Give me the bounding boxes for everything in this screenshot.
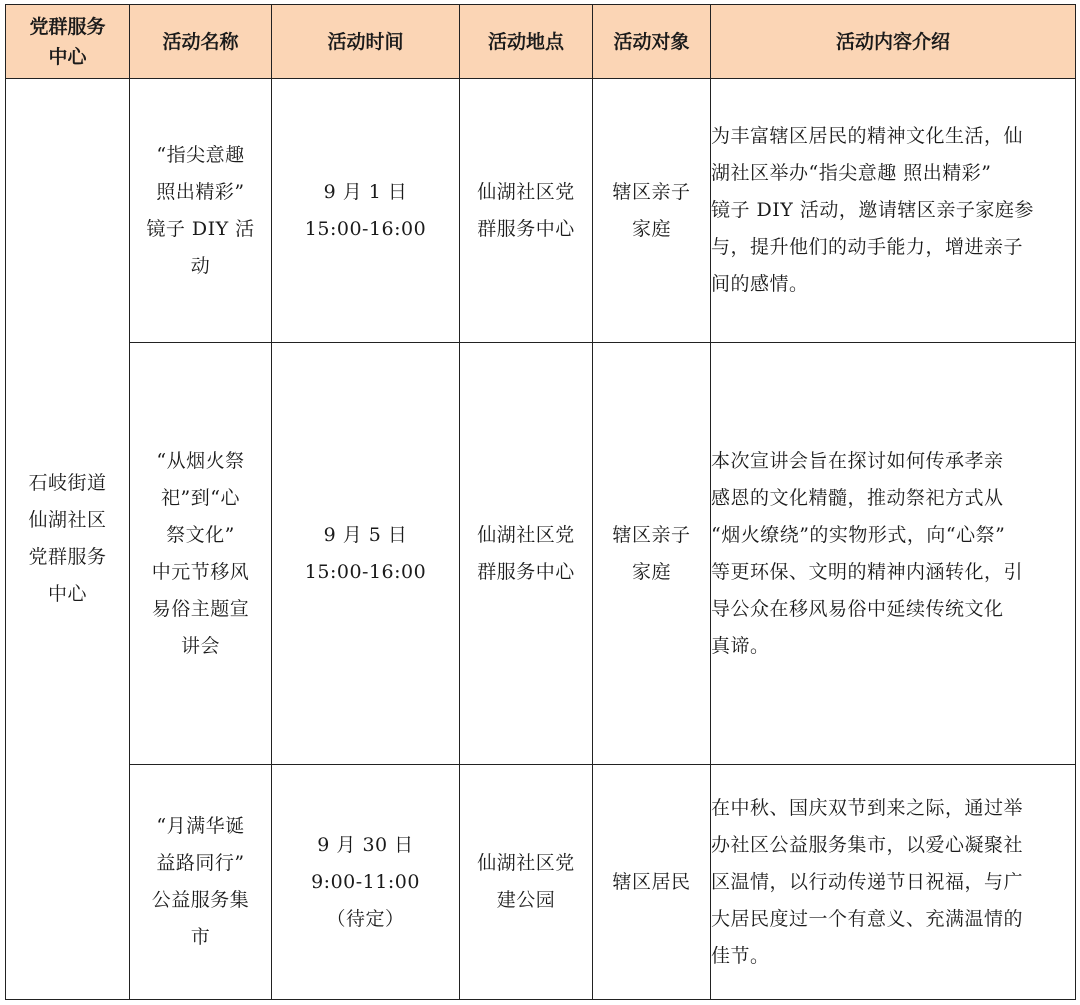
activity-place-cell: 仙湖社区党 建公园 bbox=[460, 765, 593, 1000]
activity-name-cell: “指尖意趣 照出精彩” 镜子 DIY 活 动 bbox=[130, 79, 272, 343]
activity-name-cell: “从烟火祭 祀”到“心 祭文化” 中元节移风 易俗主题宣 讲会 bbox=[130, 343, 272, 765]
activity-time-cell: 9 月 1 日 15:00-16:00 bbox=[272, 79, 460, 343]
table-row bbox=[6, 765, 1076, 1000]
activity-time-cell: 9 月 5 日 15:00-16:00 bbox=[272, 343, 460, 765]
activity-time-cell: 9 月 30 日 9:00-11:00 （待定） bbox=[272, 765, 460, 1000]
header-row bbox=[6, 5, 1076, 79]
header-place: 活动地点 bbox=[460, 5, 593, 79]
activity-intro-cell: 在中秋、国庆双节到来之际，通过举 办社区公益服务集市，以爱心凝聚社 区温情，以行动传递节日祝福，与广 大居民度过一个有意义、充满温情的 佳节。 bbox=[711, 765, 1076, 1000]
activity-intro-cell: 本次宣讲会旨在探讨如何传承孝亲 感恩的文化精髓，推动祭祀方式从 “烟火缭绕”的实物形式，向“心祭” 等更环保、文明的精神内涵转化，引 导公众在移风易俗中延续传统文化 真谛。 bbox=[711, 343, 1076, 765]
activity-name-cell: “月满华诞 益路同行” 公益服务集 市 bbox=[130, 765, 272, 1000]
header-time: 活动时间 bbox=[272, 5, 460, 79]
activity-audience-cell: 辖区亲子 家庭 bbox=[593, 79, 711, 343]
center-name-cell: 石岐街道 仙湖社区 党群服务 中心 bbox=[6, 79, 130, 1000]
activity-place-cell: 仙湖社区党 群服务中心 bbox=[460, 343, 593, 765]
activity-audience-cell: 辖区亲子 家庭 bbox=[593, 343, 711, 765]
header-name: 活动名称 bbox=[130, 5, 272, 79]
activity-audience-cell: 辖区居民 bbox=[593, 765, 711, 1000]
header-audience: 活动对象 bbox=[593, 5, 711, 79]
activity-place-cell: 仙湖社区党 群服务中心 bbox=[460, 79, 593, 343]
table-row bbox=[6, 343, 1076, 765]
header-intro: 活动内容介绍 bbox=[711, 5, 1076, 79]
table-row bbox=[6, 79, 1076, 343]
header-center: 党群服务 中心 bbox=[6, 5, 130, 79]
activity-intro-cell: 为丰富辖区居民的精神文化生活，仙 湖社区举办“指尖意趣 照出精彩” 镜子 DIY 活动，邀请辖区亲子家庭参 与，提升他们的动手能力，增进亲子 间的感情。 bbox=[711, 79, 1076, 343]
activity-schedule-table bbox=[5, 4, 1076, 1000]
